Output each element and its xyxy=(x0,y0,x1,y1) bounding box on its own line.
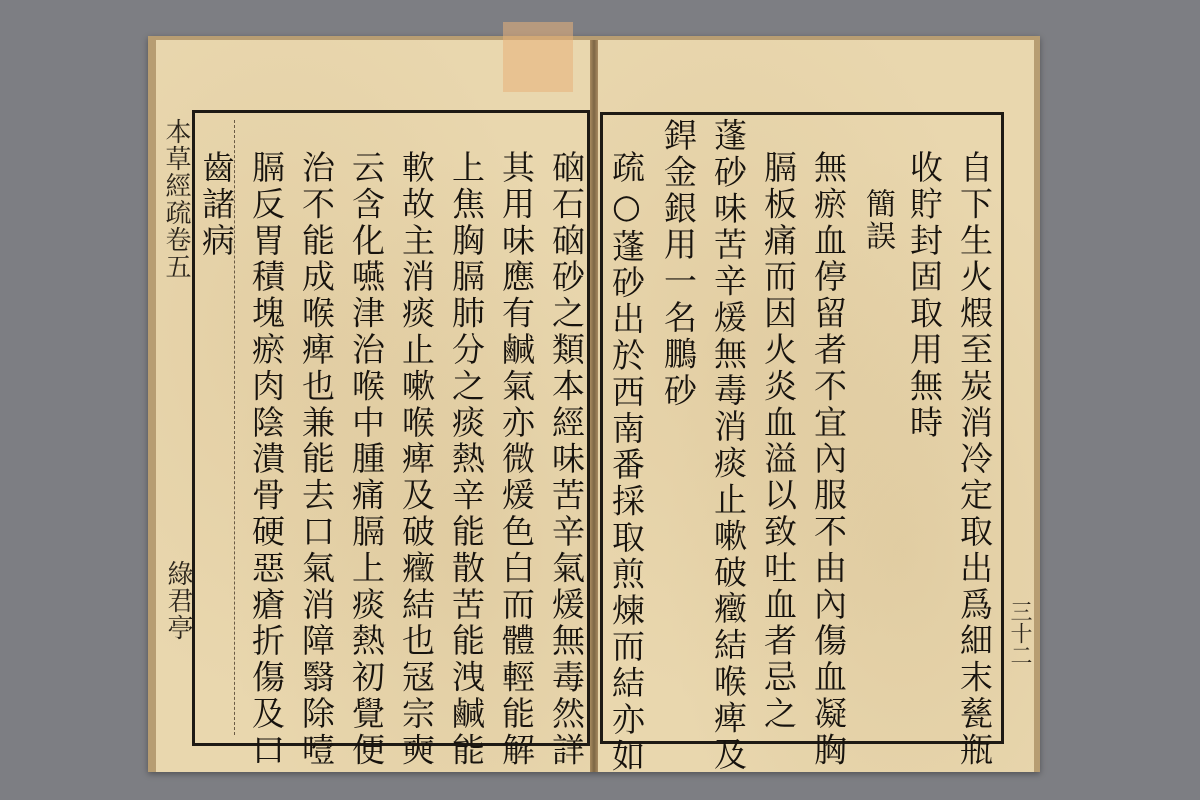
page-number: 三十二 xyxy=(1007,600,1032,666)
left-text-column: 治不能成喉痺也兼能去口氣消障翳除噎 xyxy=(297,150,336,769)
page-tab-marker xyxy=(503,22,573,92)
publisher-studio-name: 綠君亭 xyxy=(163,560,193,641)
right-text-column: 自下生火煆至炭消冷定取出爲細末甆瓶 xyxy=(955,150,994,769)
left-text-column: 其用味應有鹹氣亦微煖色白而體輕能解 xyxy=(497,150,536,769)
left-text-column: 膈反胃積塊瘀肉陰潰骨硬惡瘡折傷及口 xyxy=(247,150,286,769)
left-text-column: 齒諸病 xyxy=(197,150,236,260)
right-text-column: 無瘀血停留者不宜內服不由內傷血凝胸 xyxy=(809,150,848,769)
right-text-column: 收貯封固取用無時 xyxy=(905,150,944,442)
right-text-column: 膈板痛而因火炎血溢以致吐血者忌之 xyxy=(759,150,798,733)
left-text-column: 上焦胸膈肺分之痰熱辛能散苦能洩鹹能 xyxy=(447,150,486,769)
book-title-margin: 本草經疏卷五 xyxy=(161,118,191,280)
left-text-column: 云含化嚥津治喉中腫痛膈上痰熱初覺便 xyxy=(347,150,386,769)
book-gutter xyxy=(590,40,598,772)
left-text-column: 軟故主消痰止嗽喉痺及破癥結也冦宗奭 xyxy=(397,150,436,769)
right-text-column: 蓬砂味苦辛煖無毒消痰止嗽破癥結喉痺及 xyxy=(709,118,748,774)
right-text-column: 銲金銀用一名鵬砂 xyxy=(659,118,698,410)
left-text-column: 硇石硇砂之類本經味苦辛氣煖無毒然詳 xyxy=(547,150,586,769)
right-text-column: 疏○蓬砂出於西南番採取煎煉而結亦如 xyxy=(607,150,646,775)
section-heading: 簡誤 xyxy=(860,188,895,252)
